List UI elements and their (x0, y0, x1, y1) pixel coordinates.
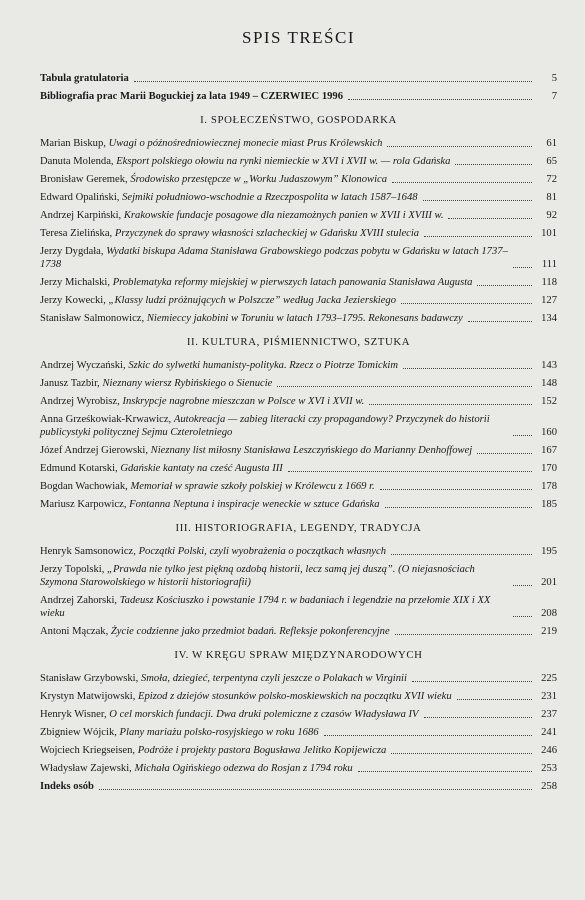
page-number: 7 (551, 91, 557, 102)
toc-entry (40, 762, 557, 775)
dot-leader (324, 735, 532, 736)
toc-entry (40, 395, 557, 408)
dot-leader (358, 771, 532, 772)
dot-leader (468, 321, 532, 322)
toc-entry (40, 90, 557, 103)
toc-entry (40, 137, 557, 150)
page-number: 152 (541, 396, 557, 407)
page-number: 65 (546, 156, 557, 167)
entry-title: Fontanna Neptuna i inspiracje weneckie w sztuce Gdańska (129, 499, 380, 510)
dot-leader (477, 453, 532, 454)
toc-entry (40, 377, 557, 390)
dot-leader (412, 681, 532, 682)
dot-leader (380, 489, 532, 490)
toc-entry (40, 545, 557, 558)
entry-title: Niemieccy jakobini w Toruniu w latach 1793–1795. Rekonesans badawczy (146, 313, 463, 324)
entry-author: Andrzej Zahorski, (40, 595, 118, 606)
section-heading: I. SPOŁECZEŃSTWO, GOSPODARKA (200, 114, 397, 126)
entry-title: Inskrypcje nagrobne mieszczan w Polsce w XVI i XVII w. (122, 396, 365, 407)
entry-author: Władysław Zajewski, (40, 763, 132, 774)
entry-author: Józef Andrzej Gierowski, (40, 445, 148, 456)
entry-text (40, 413, 508, 439)
toc-entry (40, 563, 557, 589)
entry-text (40, 690, 452, 703)
dot-leader (391, 753, 532, 754)
toc-entry (40, 462, 557, 475)
entry-title: Krakowskie fundacje posagowe dla niezamożnych panien w XVII i XVIII w. (123, 210, 444, 221)
page-number: 253 (541, 763, 557, 774)
dot-leader (513, 616, 532, 617)
entry-author: Edward Opaliński, (40, 192, 120, 203)
entry-text (40, 90, 343, 103)
dot-leader (455, 164, 532, 165)
entry-text (40, 672, 407, 685)
page-number: 241 (541, 727, 557, 738)
entry-text (40, 498, 380, 511)
entry-title: Problematyka reformy miejskiej w pierwszych latach panowania Stanisława Augusta (112, 277, 473, 288)
entry-text (40, 227, 419, 240)
entry-title: Memoriał w sprawie szkoły polskiej w Królewcu z 1669 r. (130, 481, 375, 492)
entry-title: Nieznany wiersz Rybińskiego o Sienucie (102, 378, 273, 389)
page-number: 208 (541, 608, 557, 619)
entry-title: Epizod z dziejów stosunków polsko-moskiewskich na początku XVII wieku (138, 691, 452, 702)
dot-leader (477, 285, 532, 286)
entry-text (40, 744, 386, 757)
entry-title: Podróże i projekty pastora Bogusława Jelitko Kopijewicza (137, 745, 387, 756)
dot-leader (387, 146, 532, 147)
toc-entry (40, 155, 557, 168)
entry-text (40, 594, 508, 620)
entry-title: Gdańskie kantaty na cześć Augusta III (120, 463, 283, 474)
entry-author: Janusz Tazbir, (40, 378, 100, 389)
entry-author: Henryk Samsonowicz, (40, 546, 136, 557)
entry-author: Indeks osób (40, 781, 94, 792)
entry-text (40, 155, 450, 168)
section-heading: II. KULTURA, PIŚMIENNICTWO, SZTUKA (186, 336, 411, 348)
page-number: 185 (541, 499, 557, 510)
entry-author: Jerzy Michalski, (40, 277, 111, 288)
page-number: 201 (541, 577, 557, 588)
entry-author: Bronisław Geremek, (40, 174, 128, 185)
entry-text (40, 294, 396, 307)
dot-leader (401, 303, 532, 304)
entry-author: Anna Grześkowiak-Krwawicz, (40, 414, 172, 425)
entry-title: Smoła, dziegieć, terpentyna czyli jeszcze o Polakach w Virginii (140, 673, 407, 684)
entry-title: Autokreacja — zabieg literacki czy propagandowy? Przyczynek do historii publicystyki politycznej Sejmu Czteroletniego (40, 414, 490, 438)
page-number: 170 (541, 463, 557, 474)
toc-entry (40, 726, 557, 739)
dot-leader (369, 404, 532, 405)
entry-text (40, 762, 353, 775)
entry-text (40, 276, 472, 289)
entry-title: Nieznany list miłosny Stanisława Leszczyńskiego do Marianny Denhoffowej (150, 445, 473, 456)
dot-leader (391, 554, 532, 555)
entry-author: Stanisław Grzybowski, (40, 673, 139, 684)
entry-title: Początki Polski, czyli wyobrażenia o początkach własnych (138, 546, 387, 557)
page-number: 111 (541, 259, 557, 270)
entry-title: Przyczynek do sprawy własności szlacheckiej w Gdańsku XVIII stulecia (114, 228, 420, 239)
entry-author: Marian Biskup, (40, 138, 106, 149)
entry-author: Henryk Wisner, (40, 709, 107, 720)
toc-entry (40, 690, 557, 703)
entry-text (40, 462, 283, 475)
toc-entry (40, 625, 557, 638)
page-number: 148 (541, 378, 557, 389)
entry-text (40, 545, 386, 558)
toc-entry (40, 672, 557, 685)
dot-leader (423, 200, 532, 201)
entry-text (40, 563, 508, 589)
page-number: 178 (541, 481, 557, 492)
dot-leader (392, 182, 532, 183)
dot-leader (424, 717, 532, 718)
page-number: 134 (541, 313, 557, 324)
entry-title: Szkic do sylwetki humanisty-polityka. Rzecz o Piotrze Tomickim (128, 360, 399, 371)
front-matter (40, 72, 557, 103)
entry-text (40, 359, 398, 372)
page-number: 195 (541, 546, 557, 557)
page-number: 237 (541, 709, 557, 720)
page-number: 92 (546, 210, 557, 221)
entry-title: Tadeusz Kościuszko i powstanie 1794 r. w badaniach i legendzie na przełomie XIX i XX wieku (40, 595, 491, 619)
dot-leader (457, 699, 532, 700)
toc-entry (40, 312, 557, 325)
entry-text (40, 480, 375, 493)
dot-leader (288, 471, 532, 472)
entry-text (40, 708, 419, 721)
entry-title: O cel morskich fundacji. Dwa druki polemiczne z czasów Władysława IV (109, 709, 419, 720)
entry-author: Jerzy Dygdała, (40, 246, 104, 257)
entry-title: Plany mariażu polsko-rosyjskiego w roku 1686 (119, 727, 319, 738)
entry-author: Mariusz Karpowicz, (40, 499, 127, 510)
entry-text (40, 191, 418, 204)
page-number: 61 (546, 138, 557, 149)
page-number: 81 (546, 192, 557, 203)
entry-text (40, 726, 319, 739)
entry-author: Wojciech Kriegseisen, (40, 745, 136, 756)
toc-entry (40, 498, 557, 511)
toc-entry (40, 480, 557, 493)
entry-text (40, 312, 463, 325)
page-number: 72 (546, 174, 557, 185)
entry-text (40, 395, 364, 408)
section-heading: III. HISTORIOGRAFIA, LEGENDY, TRADYCJA (175, 522, 422, 534)
page-number: 167 (541, 445, 557, 456)
entry-author: Andrzej Karpiński, (40, 210, 122, 221)
toc-entry (40, 594, 557, 620)
dot-leader (424, 236, 532, 237)
entry-text (40, 173, 387, 186)
toc-entry (40, 744, 557, 757)
page-number: 231 (541, 691, 557, 702)
entry-author: Antoni Mączak, (40, 626, 109, 637)
entry-author: Stanisław Salmonowicz, (40, 313, 145, 324)
entry-title: Uwagi o późnośredniowiecznej monecie miast Prus Królewskich (108, 138, 383, 149)
toc-entry (40, 708, 557, 721)
dot-leader (134, 81, 532, 82)
entry-text (40, 377, 272, 390)
entry-author: Jerzy Topolski, (40, 564, 105, 575)
page-number: 143 (541, 360, 557, 371)
toc-entry (40, 780, 557, 793)
entry-title: Życie codzienne jako przedmiot badań. Refleksje pokonferencyjne (110, 626, 390, 637)
page-number: 118 (541, 277, 557, 288)
toc-entry (40, 413, 557, 439)
toc-entry (40, 359, 557, 372)
entry-text (40, 245, 508, 271)
entry-title: Michała Ogińskiego odezwa do Rosjan z 1794 roku (134, 763, 353, 774)
toc-entry (40, 209, 557, 222)
dot-leader (395, 634, 532, 635)
entry-title: Eksport polskiego ołowiu na rynki niemieckie w XVI i XVII w. — rola Gdańska (116, 156, 451, 167)
toc-entry (40, 294, 557, 307)
dot-leader (403, 368, 532, 369)
dot-leader (348, 99, 532, 100)
sections-container (40, 114, 557, 793)
page-number: 246 (541, 745, 557, 756)
dot-leader (99, 789, 532, 790)
toc-entry (40, 191, 557, 204)
dot-leader (277, 386, 532, 387)
entry-text (40, 780, 94, 793)
page-number: 225 (541, 673, 557, 684)
entry-author: Zbigniew Wójcik, (40, 727, 117, 738)
entry-author: Andrzej Wyczański, (40, 360, 126, 371)
page-number: 101 (541, 228, 557, 239)
page-number: 127 (541, 295, 557, 306)
entry-text (40, 209, 443, 222)
entry-author: Edmund Kotarski, (40, 463, 118, 474)
entry-text (40, 72, 129, 85)
entry-author: Teresa Zielińska, (40, 228, 113, 239)
toc-entry (40, 245, 557, 271)
entry-author: Bibliografia prac Marii Boguckiej za lata 1949 – CZERWIEC 1996 (40, 91, 344, 102)
page-title: SPIS TREŚCI (241, 28, 356, 47)
entry-author: Bogdan Wachowiak, (40, 481, 128, 492)
page-number: 5 (551, 73, 557, 84)
page-number: 258 (541, 781, 557, 792)
entry-text (40, 625, 390, 638)
entry-author: Tabula gratulatoria (40, 73, 129, 84)
toc-entry (40, 173, 557, 186)
entry-text (40, 444, 472, 457)
toc-entry (40, 276, 557, 289)
entry-text (40, 137, 382, 150)
dot-leader (513, 435, 532, 436)
entry-title: Wydatki biskupa Adama Stanisława Grabowskiego podczas pobytu w Gdańsku w latach 1737–1738 (40, 246, 508, 270)
dot-leader (385, 507, 532, 508)
entry-author: Jerzy Kowecki, (40, 295, 106, 306)
toc-entry (40, 444, 557, 457)
entry-title: Sejmiki południowo-wschodnie a Rzeczpospolita w latach 1587–1648 (122, 192, 418, 203)
toc-entry (40, 72, 557, 85)
toc-entry (40, 227, 557, 240)
entry-author: Krystyn Matwijowski, (40, 691, 136, 702)
dot-leader (513, 267, 532, 268)
page-number: 160 (541, 427, 557, 438)
dot-leader (448, 218, 532, 219)
dot-leader (513, 585, 532, 586)
entry-author: Danuta Molenda, (40, 156, 114, 167)
entry-title: „Klassy ludzi próżnujących w Polszcze” według Jacka Jezierskiego (108, 295, 397, 306)
section-heading: IV. W KRĘGU SPRAW MIĘDZYNARODOWYCH (174, 649, 423, 661)
entry-title: „Prawda nie tylko jest piękną ozdobą historii, lecz samą jej duszą”. (O niejasnościach Szymona Starowolskiego w historii historiografii) (40, 564, 475, 588)
page-number: 219 (541, 626, 557, 637)
entry-author: Andrzej Wyrobisz, (40, 396, 120, 407)
entry-title: Środowisko przestępcze w „Worku Judaszowym” Klonowica (130, 174, 388, 185)
